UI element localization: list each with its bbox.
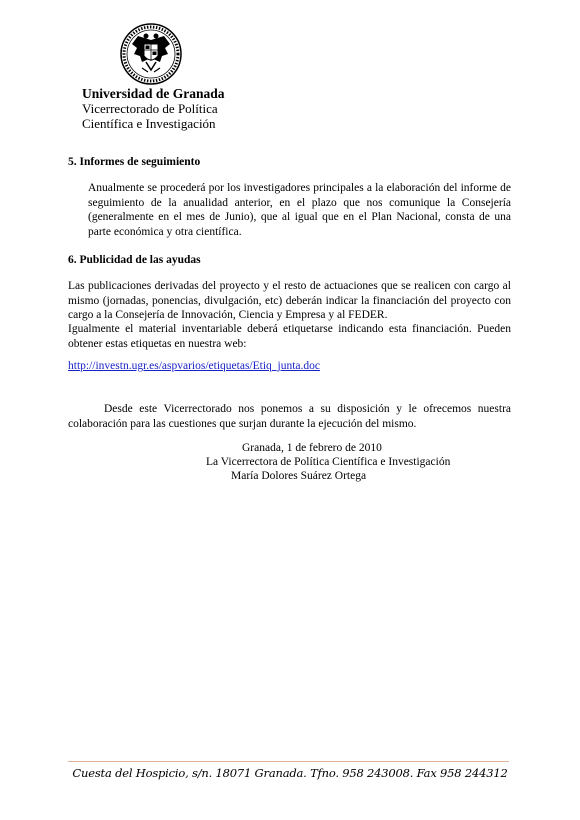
etiquetas-link[interactable]: http://investn.ugr.es/aspvarios/etiquetas/Etiq_junta.doc — [68, 360, 321, 372]
footer-address: Cuesta del Hospicio, s/n. 18071 Granada. Tfno. 958 243008. Fax 958 244312 — [72, 766, 508, 780]
vicerrectorado-line-1: Vicerrectorado de Política — [82, 101, 218, 116]
university-crest-icon — [118, 22, 184, 86]
vicerrectorado-line-2: Científica e Investigación — [82, 116, 216, 131]
closing-paragraph: Desde este Vicerrectorado nos ponemos a su disposición y le ofrecemos nuestra colaboración para las cuestiones que surjan durante la ejecución del mismo. — [68, 403, 511, 430]
signature-name: María Dolores Suárez Ortega — [231, 470, 367, 482]
signature-role: La Vicerrectora de Política Científica e Investigación — [206, 456, 451, 468]
section-6-title: 6. Publicidad de las ayudas — [68, 254, 201, 266]
section-5-title: 5. Informes de seguimiento — [68, 156, 201, 168]
section-6-body-1: Las publicaciones derivadas del proyecto y el resto de actuaciones que se realicen con cargo al mismo (jornadas, ponencias, divulgación, etc) deberán indicar la financiación del proyecto con cargo a la Consejería de Innovación, Ciencia y Empresa y al FEDER. — [68, 280, 511, 322]
section-5-body: Anualmente se procederá por los investigadores principales a la elaboración del informe de seguimiento de la anualidad anterior, en el plazo que nos comunique la Consejería (generalmente en el mes de Junio), que al igual que en el Plan Nacional, consta de una parte económica y otra científica. — [88, 182, 511, 238]
footer-divider — [68, 761, 509, 762]
letterhead — [82, 86, 225, 131]
section-6-body-2: Igualmente el material inventariable deberá etiquetarse indicando esta financiación. Pueden obtener estas etiquetas en nuestra web: — [68, 323, 511, 350]
university-name: Universidad de Granada — [82, 86, 225, 101]
signature-date: Granada, 1 de febrero de 2010 — [242, 442, 382, 454]
